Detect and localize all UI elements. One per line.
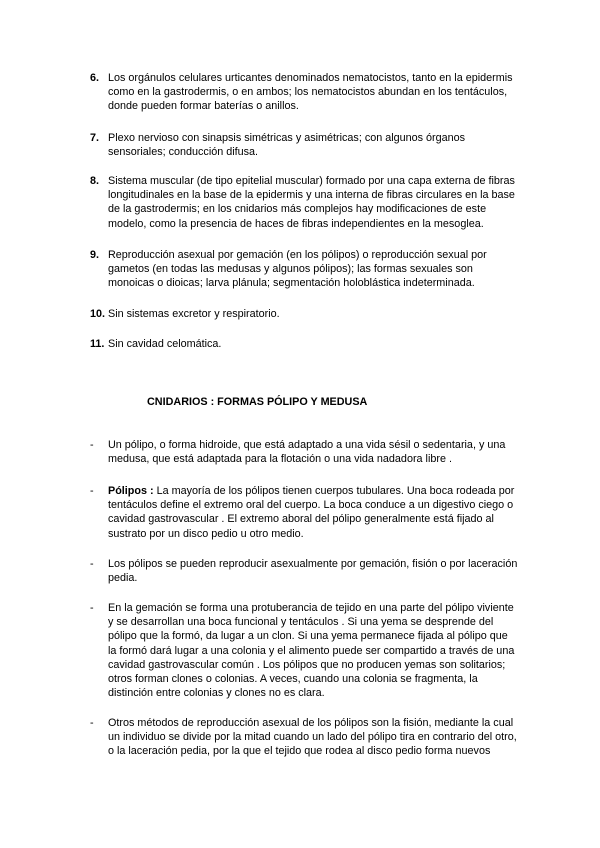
bullet-body: En la gemación se forma una protuberancia de tejido en una parte del pólipo viviente y se desarrollan una boca funcional y tentáculos . Si una yema se desprende del pólipo que la formó, da lugar a un clon. Si una yema permanece fijada al pólipo que la formó dará lugar a una colonia y el alimento puede ser compartido a través de una cavidad gastrovascular común . Los pólipos que no producen yemas son solitarios; otros forman clones o colonias. A veces, cuando una colonia se fragmenta, la distinción entre colonias y clones no es clara.: [108, 602, 515, 700]
list-item: [90, 248, 515, 291]
bullet-dash: -: [90, 717, 94, 729]
bullet-item: [90, 601, 518, 700]
bullet-dash: -: [90, 485, 94, 497]
bullet-text: [90, 438, 518, 466]
item-text: Sin sistemas excretor y respiratorio.: [108, 308, 280, 320]
bullet-dash: -: [90, 602, 94, 614]
bullet-dash: -: [90, 558, 94, 570]
item-number: 7.: [90, 132, 100, 144]
section-heading: CNIDARIOS : FORMAS PÓLIPO Y MEDUSA: [147, 396, 368, 408]
item-text: Reproducción asexual por gemación (en los pólipos) o reproducción sexual por gametos (en todas las medusas y algunos pólipos); las formas sexuales son monoicas o dioicas; larva plánula; segmentación holoblástica indeterminada.: [108, 249, 487, 290]
item-number: 6.: [90, 72, 100, 84]
item-text: Sin cavidad celomática.: [108, 338, 222, 350]
bullet-dash: -: [90, 439, 94, 451]
bullet-body: La mayoría de los pólipos tienen cuerpos tubulares. Una boca rodeada por tentáculos define el extremo oral del cuerpo. La boca conduce a un digestivo ciego o cavidad gastrovascular . El extremo aboral del pólipo generalmente está fijado al sustrato por un disco pedio u otro medio.: [108, 485, 515, 540]
item-text: Sistema muscular (de tipo epitelial muscular) formado por una capa externa de fibras longitudinales en la base de la epidermis y una interna de fibras circulares en la base de la gastrodermis; en los cnidarios más complejos hay modificaciones de este modelo, como la presencia de haces de fibras independientes en la mesoglea.: [108, 175, 515, 230]
bullet-text: [90, 601, 518, 700]
item-text: Plexo nervioso con sinapsis simétricas y asimétricas; con algunos órganos sensoriales; conducción difusa.: [108, 132, 466, 159]
bullet-item: [90, 557, 518, 585]
bullet-bold-lead: Pólipos :: [108, 485, 154, 497]
bullet-item: [90, 716, 518, 759]
list-item: [90, 174, 515, 231]
list-item: [90, 337, 515, 351]
bullet-body: Un pólipo, o forma hidroide, que está adaptado a una vida sésil o sedentaria, y una medusa, que está adaptada para la flotación o una vida nadadora libre .: [108, 439, 506, 466]
item-number: 9.: [90, 249, 100, 261]
bullet-body: Los pólipos se pueden reproducir asexualmente por gemación, fisión o por laceración pedia.: [108, 558, 518, 585]
list-item: [90, 71, 515, 114]
bullet-body: Otros métodos de reproducción asexual de los pólipos son la fisión, mediante la cual un individuo se divide por la mitad cuando un lado del pólipo tira en contrario del otro, o la laceración pedia, por la que el tejido que rodea al disco pedio forma nuevos: [108, 717, 517, 758]
item-number: 11.: [90, 338, 105, 350]
bullet-item: [90, 484, 518, 541]
bullet-item: [90, 438, 518, 466]
list-item: [90, 307, 515, 321]
bullet-text: [90, 557, 518, 585]
item-number: 10.: [90, 308, 106, 320]
bullet-text: [90, 484, 518, 541]
list-item: [90, 131, 515, 159]
item-number: 8.: [90, 175, 100, 187]
bullet-text: [90, 716, 518, 759]
item-text: Los orgánulos celulares urticantes denominados nematocistos, tanto en la epidermis como en la gastrodermis, o en ambos; los nematocistos abundan en los tentáculos, donde pueden formar baterías o anillos.: [108, 72, 513, 113]
